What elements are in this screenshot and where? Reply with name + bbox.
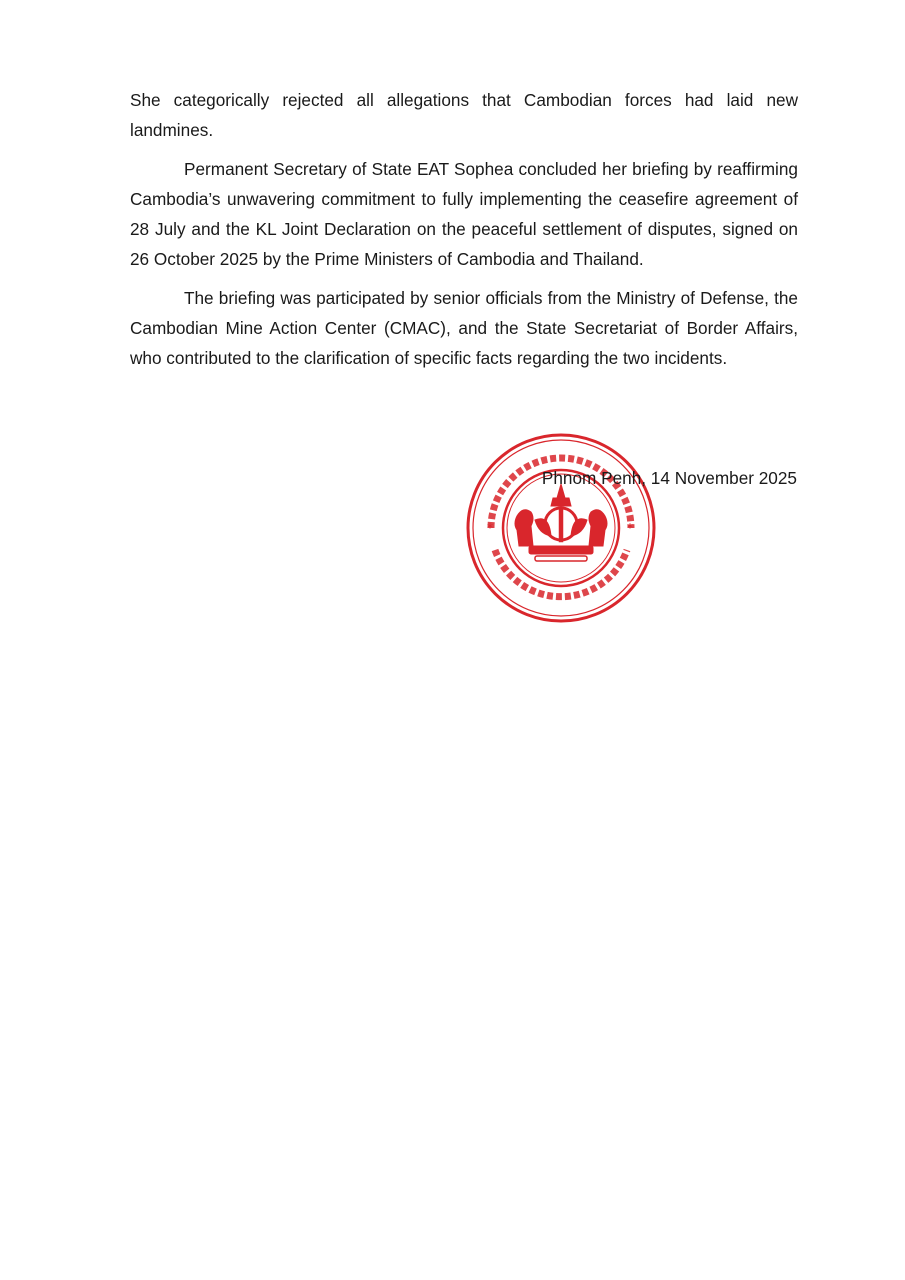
paragraph-rejection: She categorically rejected all allegations that Cambodian forces had laid new landmines. xyxy=(130,90,798,140)
signature-block xyxy=(465,432,805,622)
svg-text:*: * xyxy=(627,521,633,535)
paragraph-conclusion: Permanent Secretary of State EAT Sophea concluded her briefing by reaffirming Cambodia’s unwavering commitment to fully implementing the ceasefire agreement of 28 July and the KL Joint Declaration on the peaceful settlement of disputes, signed on 26 October 2025 by the Prime Ministers of Cambodia and Thailand. xyxy=(130,159,798,269)
svg-text:*: * xyxy=(487,521,493,535)
official-seal-icon xyxy=(465,432,657,624)
paragraph-participants: The briefing was participated by senior officials from the Ministry of Defense, the Cambodian Mine Action Center (CMAC), and the State Secretariat of Border Affairs, who contributed to the clarification of specific facts regarding the two incidents. xyxy=(130,288,798,368)
place-date: Phnom Penh, 14 November 2025 xyxy=(541,468,797,488)
document-body xyxy=(130,85,798,382)
